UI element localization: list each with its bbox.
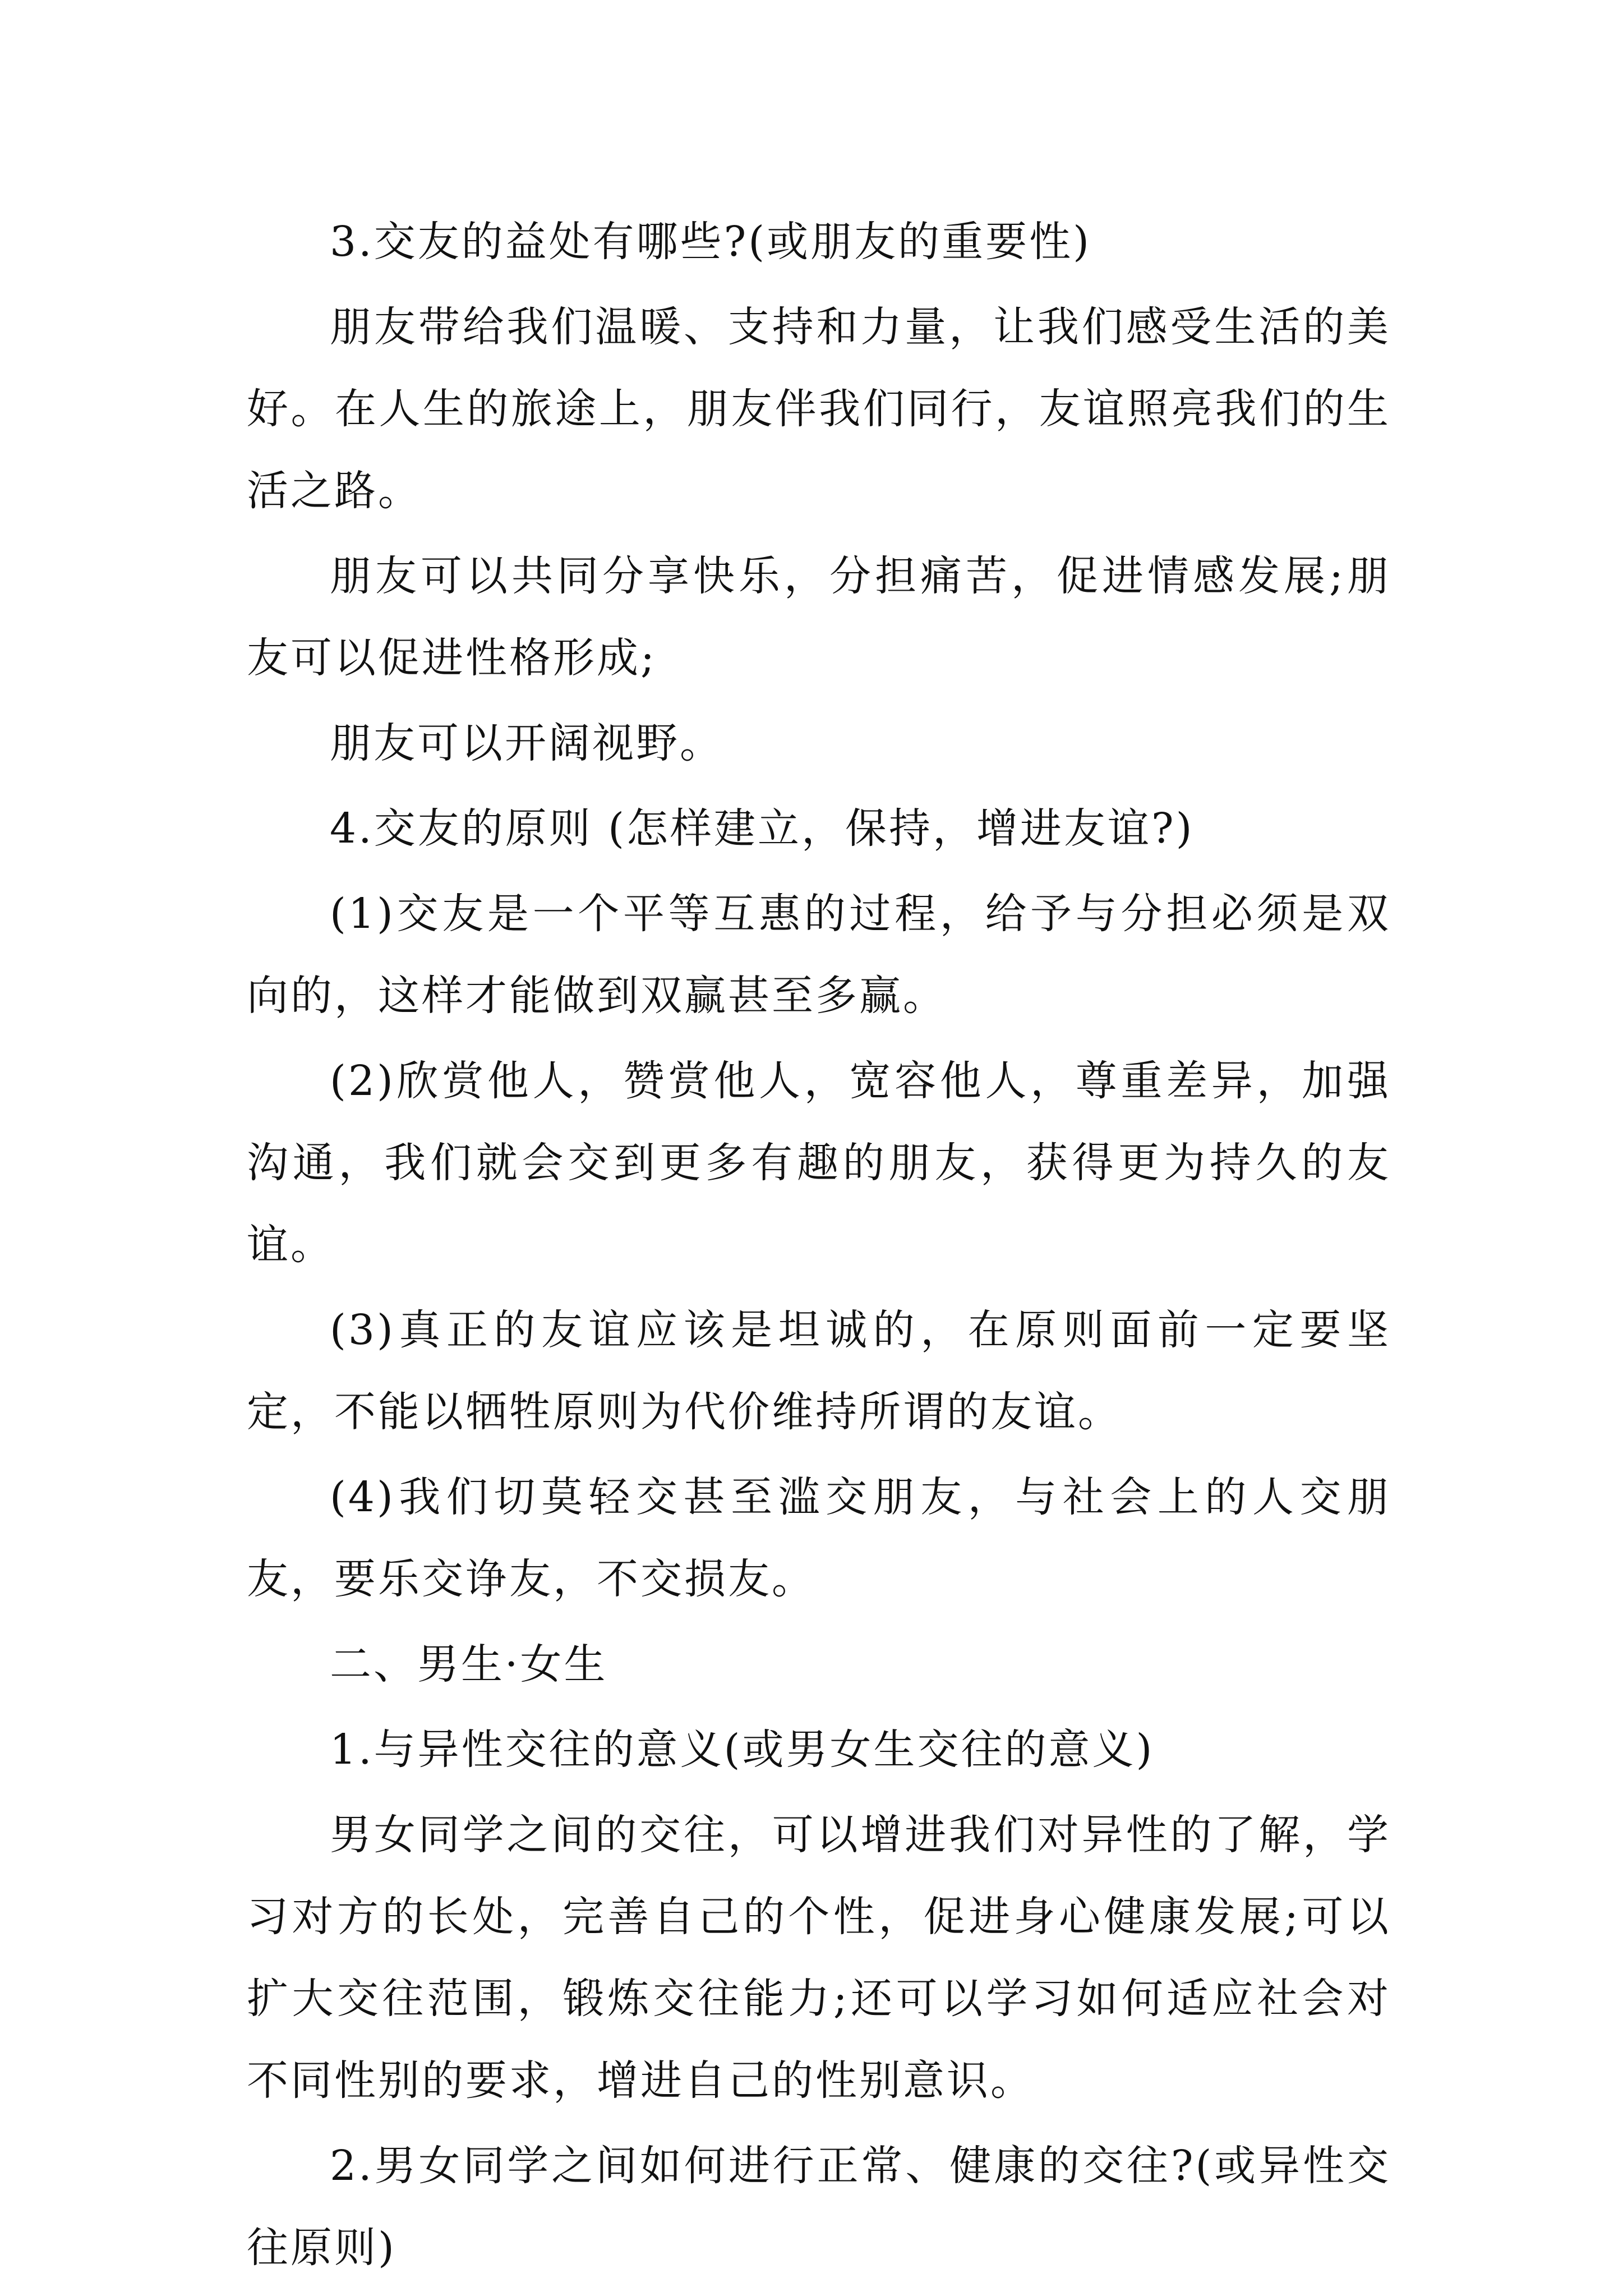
heading-benefits-of-friendship: 3.交友的益处有哪些?(或朋友的重要性) (330, 218, 1092, 266)
paragraph: 男女同学之间的交往，可以增进我们对异性的了解，学习对方的长处，完善自己的个性，促进身心健康发展;可以扩大交往范围，锻炼交往能力;还可以学习如何适应社会对不同性别的要求，增进自己的性别意识。 (247, 1811, 1391, 2105)
list-item: (1)交友是一个平等互惠的过程，给予与分担必须是双向的，这样才能做到双赢甚至多赢。 (247, 890, 1391, 1020)
list-item: (2)欣赏他人，赞赏他人，宽容他人，尊重差异，加强沟通，我们就会交到更多有趣的朋友，获得更为持久的友谊。 (247, 1057, 1391, 1269)
paragraph: 朋友可以共同分享快乐，分担痛苦，促进情感发展;朋友可以促进性格形成; (247, 552, 1391, 682)
heading-meaning-of-interaction: 1.与异性交往的意义(或男女生交往的意义) (330, 1726, 1155, 1774)
section-heading-boys-girls: 二、男生·女生 (330, 1640, 608, 1688)
document-body (247, 201, 1391, 2292)
list-item: (4)我们切莫轻交甚至滥交朋友，与社会上的人交朋友，要乐交诤友，不交损友。 (247, 1473, 1391, 1603)
list-item: (3)真正的友谊应该是坦诚的，在原则面前一定要坚定，不能以牺牲原则为代价维持所谓的友谊。 (247, 1306, 1391, 1436)
heading-healthy-interaction: 2.男女同学之间如何进行正常、健康的交往?(或异性交往原则) (247, 2142, 1391, 2272)
paragraph: 朋友带给我们温暖、支持和力量，让我们感受生活的美好。在人生的旅途上，朋友伴我们同行，友谊照亮我们的生活之路。 (247, 303, 1391, 515)
paragraph: 朋友可以开阔视野。 (330, 719, 723, 767)
heading-friendship-principles: 4.交友的原则 (怎样建立，保持，增进友谊?) (330, 804, 1195, 853)
